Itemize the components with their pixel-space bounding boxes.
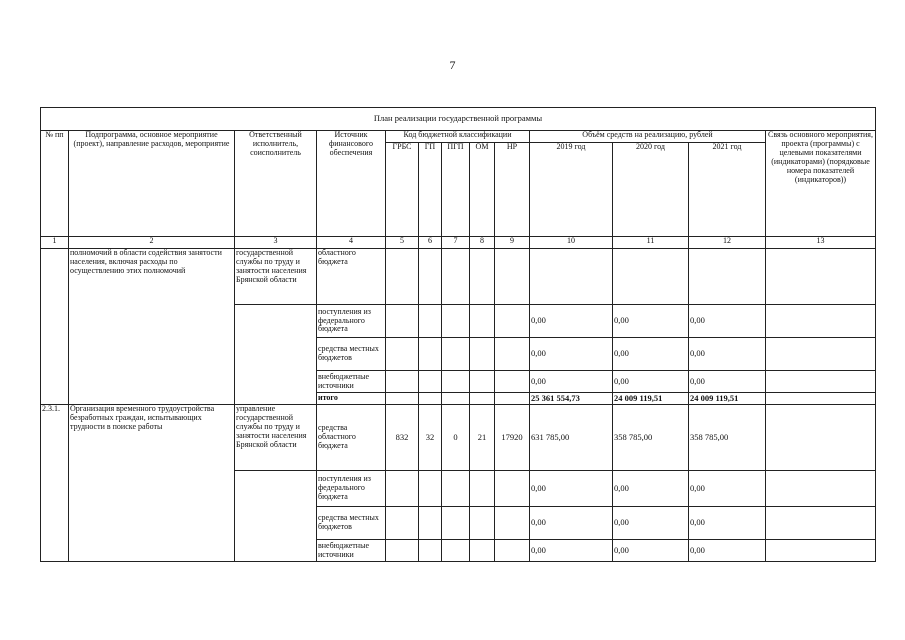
source-cell: средства областного бюджета <box>317 405 386 471</box>
value-2019: 0,00 <box>530 540 613 562</box>
source-cell: внебюджетные источники <box>317 540 386 562</box>
block2-num: 2.3.1. <box>41 405 69 562</box>
value-2019: 0,00 <box>530 371 613 393</box>
col-number: 13 <box>766 237 876 249</box>
table-row <box>41 405 876 471</box>
block2-executor: управление государственной службы по труду и занятости населения Брянской области <box>235 405 317 471</box>
gp-value: 32 <box>419 405 442 471</box>
executor-empty <box>235 305 317 405</box>
header-subprogram: Подпрограмма, основное мероприятие (проект), направление расходов, мероприятие <box>69 131 235 237</box>
np-value: 17920 <box>495 405 530 471</box>
header-num: № пп <box>41 131 69 237</box>
col-number: 9 <box>495 237 530 249</box>
value-2021: 0,00 <box>689 338 766 371</box>
value-2019: 0,00 <box>530 338 613 371</box>
col-number: 7 <box>442 237 470 249</box>
value-2019: 0,00 <box>530 305 613 338</box>
col-number: 3 <box>235 237 317 249</box>
header-om: ОМ <box>470 143 495 237</box>
value-2021: 0,00 <box>689 471 766 507</box>
header-2021: 2021 год <box>689 143 766 237</box>
value-2021: 0,00 <box>689 305 766 338</box>
row-num-empty <box>41 249 69 405</box>
value-2021 <box>689 249 766 305</box>
header-grbs: ГРБС <box>386 143 419 237</box>
value-2020: 0,00 <box>613 471 689 507</box>
source-cell: внебюджетные источники <box>317 371 386 393</box>
value-2019 <box>530 249 613 305</box>
value-2019: 0,00 <box>530 507 613 540</box>
block1-executor: государственной службы по труду и занятости населения Брянской области <box>235 249 317 305</box>
block2-description: Организация временного трудоустройства безработных граждан, испытывающих трудности в поиске работы <box>69 405 235 562</box>
col-number: 6 <box>419 237 442 249</box>
total-2020: 24 009 119,51 <box>613 393 689 405</box>
block1-description: полномочий в области содействия занятости населения, включая расходы по осуществлению этих полномочий <box>69 249 235 405</box>
col-number: 10 <box>530 237 613 249</box>
value-2019: 0,00 <box>530 471 613 507</box>
value-2020: 0,00 <box>613 371 689 393</box>
om-value: 21 <box>470 405 495 471</box>
total-2021: 24 009 119,51 <box>689 393 766 405</box>
source-cell: областного бюджета <box>317 249 386 305</box>
header-volume: Объём средств на реализацию, рублей <box>530 131 766 143</box>
col-number: 12 <box>689 237 766 249</box>
source-cell: поступления из федерального бюджета <box>317 471 386 507</box>
source-cell: средства местных бюджетов <box>317 507 386 540</box>
value-2021: 0,00 <box>689 371 766 393</box>
value-2020: 0,00 <box>613 507 689 540</box>
grbs-value: 832 <box>386 405 419 471</box>
total-2019: 25 361 554,73 <box>530 393 613 405</box>
source-cell: средства местных бюджетов <box>317 338 386 371</box>
page-number: 7 <box>449 58 456 72</box>
header-source: Источник финансового обеспечения <box>317 131 386 237</box>
header-pgp: ПГП <box>442 143 470 237</box>
value-2021: 0,00 <box>689 540 766 562</box>
value-2020: 358 785,00 <box>613 405 689 471</box>
source-cell-total: итого <box>317 393 386 405</box>
table-row <box>41 249 876 305</box>
col-number: 8 <box>470 237 495 249</box>
source-cell: поступления из федерального бюджета <box>317 305 386 338</box>
header-link: Связь основного мероприятия, проекта (программы) с целевыми показателями (индикаторами) (порядковые номера показателей (индикаторов)) <box>766 131 876 237</box>
header-np: НР <box>495 143 530 237</box>
value-2020: 0,00 <box>613 540 689 562</box>
header-gp: ГП <box>419 143 442 237</box>
value-2020: 0,00 <box>613 338 689 371</box>
value-2021: 0,00 <box>689 507 766 540</box>
col-number: 1 <box>41 237 69 249</box>
header-2019: 2019 год <box>530 143 613 237</box>
program-plan-table <box>40 107 876 562</box>
header-2020: 2020 год <box>613 143 689 237</box>
value-2020 <box>613 249 689 305</box>
header-budget-code: Код бюджетной классификации <box>386 131 530 143</box>
col-number: 5 <box>386 237 419 249</box>
executor-empty <box>235 471 317 562</box>
value-2019: 631 785,00 <box>530 405 613 471</box>
col-number: 11 <box>613 237 689 249</box>
column-number-row <box>41 237 876 249</box>
header-executor: Ответственный исполнитель, соисполнитель <box>235 131 317 237</box>
pgp-value: 0 <box>442 405 470 471</box>
col-number: 2 <box>69 237 235 249</box>
value-2020: 0,00 <box>613 305 689 338</box>
col-number: 4 <box>317 237 386 249</box>
value-2021: 358 785,00 <box>689 405 766 471</box>
table-title: План реализации государственной программы <box>41 108 876 131</box>
